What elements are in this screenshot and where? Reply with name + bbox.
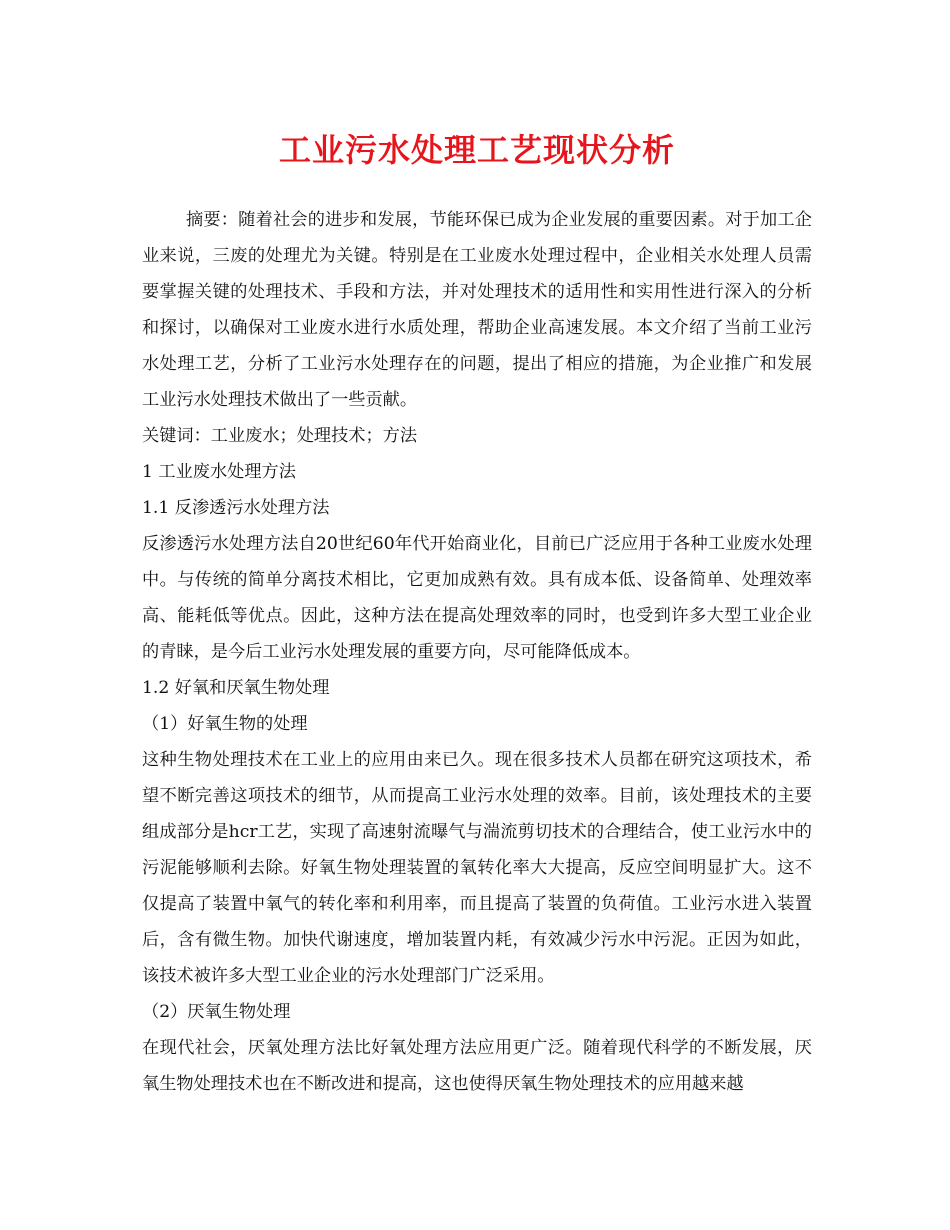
abstract-paragraph: 摘要：随着社会的进步和发展，节能环保已成为企业发展的重要因素。对于加工企业来说，三废的处理尤为关键。特别是在工业废水处理过程中，企业相关水处理人员需要掌握关键的处理技术、手段和方法，并对处理技术的适用性和实用性进行深入的分析和探讨，以确保对工业废水进行水质处理，帮助企业高速发展。本文介绍了当前工业污水处理工艺，分析了工业污水处理存在的问题，提出了相应的措施，为企业推广和发展工业污水处理技术做出了一些贡献。	[142, 210, 812, 410]
section-heading-1-1: 1.1 反渗透污水处理方法	[142, 498, 330, 518]
page-title: 工业污水处理工艺现状分析	[278, 131, 675, 169]
subsection-heading-anaerobic: （2）厌氧生物处理	[142, 1002, 291, 1022]
aerobic-paragraph: 这种生物处理技术在工业上的应用由来已久。现在很多技术人员都在研究这项技术，希望不断完善这项技术的细节，从而提高工业污水处理的效率。目前，该处理技术的主要组成部分是hcr工艺，实现了高速射流曝气与湍流剪切技术的合理结合，使工业污水中的污泥能够顺利去除。好氧生物处理装置的氧转化率大大提高，反应空间明显扩大。这不仅提高了装置中氧气的转化率和利用率，而且提高了装置的负荷值。工业污水进入装置后，含有微生物。加快代谢速度，增加装置内耗，有效减少污水中污泥。正因为如此，该技术被许多大型工业企业的污水处理部门广泛采用。	[142, 750, 812, 986]
keywords-line: 关键词：工业废水；处理技术；方法	[142, 426, 418, 446]
section-heading-1: 1 工业废水处理方法	[142, 462, 296, 482]
section-heading-1-2: 1.2 好氧和厌氧生物处理	[142, 678, 330, 698]
subsection-heading-aerobic: （1）好氧生物的处理	[142, 714, 308, 734]
section-1-1-paragraph: 反渗透污水处理方法自20世纪60年代开始商业化，目前已广泛应用于各种工业废水处理中。与传统的简单分离技术相比，它更加成熟有效。具有成本低、设备简单、处理效率高、能耗低等优点。因此，这种方法在提高处理效率的同时，也受到许多大型工业企业的青睐，是今后工业污水处理发展的重要方向，尽可能降低成本。	[142, 534, 812, 662]
anaerobic-paragraph: 在现代社会，厌氧处理方法比好氧处理方法应用更广泛。随着现代科学的不断发展，厌氧生物处理技术也在不断改进和提高，这也使得厌氧生物处理技术的应用越来越	[142, 1038, 812, 1094]
